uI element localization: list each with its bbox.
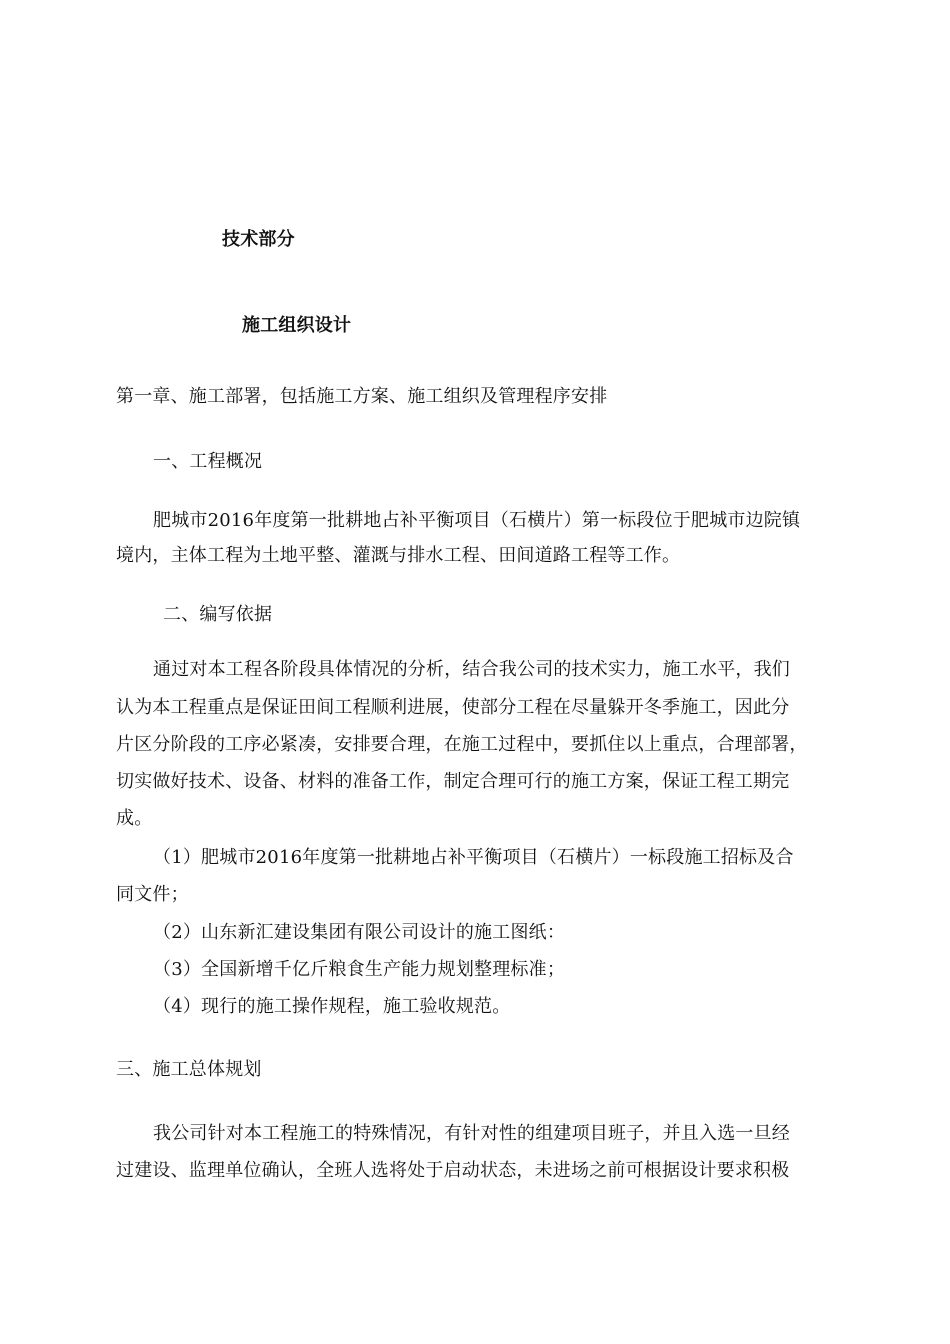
title-technical-part: 技术部分 <box>222 229 295 250</box>
reference-list-item: 同文件； <box>116 884 189 905</box>
chapter-heading: 第一章、施工部署，包括施工方案、施工组织及管理程序安排 <box>116 386 608 407</box>
reference-list-item: （1）肥城市2016年度第一批耕地占补平衡项目（石横片）一标段施工招标及合 <box>153 847 794 868</box>
section3-paragraph-line: 过建设、监理单位确认，全班人选将处于启动状态，未进场之前可根据设计要求积极 <box>116 1160 790 1181</box>
section3-paragraph-line: 我公司针对本工程施工的特殊情况，有针对性的组建项目班子，并且入选一旦经 <box>153 1123 790 1144</box>
section1-paragraph-line: 境内，主体工程为土地平整、灌溉与排水工程、田间道路工程等工作。 <box>116 545 681 566</box>
section2-paragraph-line: 片区分阶段的工序必紧凑，安排要合理，在施工过程中，要抓住以上重点，合理部署， <box>116 734 808 755</box>
section1-heading: 一、工程概况 <box>153 451 263 472</box>
section1-paragraph-line: 肥城市2016年度第一批耕地占补平衡项目（石横片）第一标段位于肥城市边院镇 <box>153 510 801 531</box>
section2-paragraph-line: 切实做好技术、设备、材料的准备工作，制定合理可行的施工方案，保证工程工期完 <box>116 771 790 792</box>
section2-paragraph-line: 认为本工程重点是保证田间工程顺利进展，使部分工程在尽量躲开冬季施工，因此分 <box>116 697 790 718</box>
reference-list-item: （3）全国新增千亿斤粮食生产能力规划整理标准； <box>153 959 566 980</box>
reference-list-item: （2）山东新汇建设集团有限公司设计的施工图纸： <box>153 922 566 943</box>
section2-paragraph-line: 通过对本工程各阶段具体情况的分析，结合我公司的技术实力，施工水平，我们 <box>153 659 790 680</box>
reference-list-item: （4）现行的施工操作规程，施工验收规范。 <box>153 996 511 1017</box>
section2-heading: 二、编写依据 <box>163 604 273 625</box>
section3-heading: 三、施工总体规划 <box>116 1059 262 1080</box>
title-construction-design: 施工组织设计 <box>242 315 352 336</box>
section2-paragraph-line: 成。 <box>116 808 153 829</box>
